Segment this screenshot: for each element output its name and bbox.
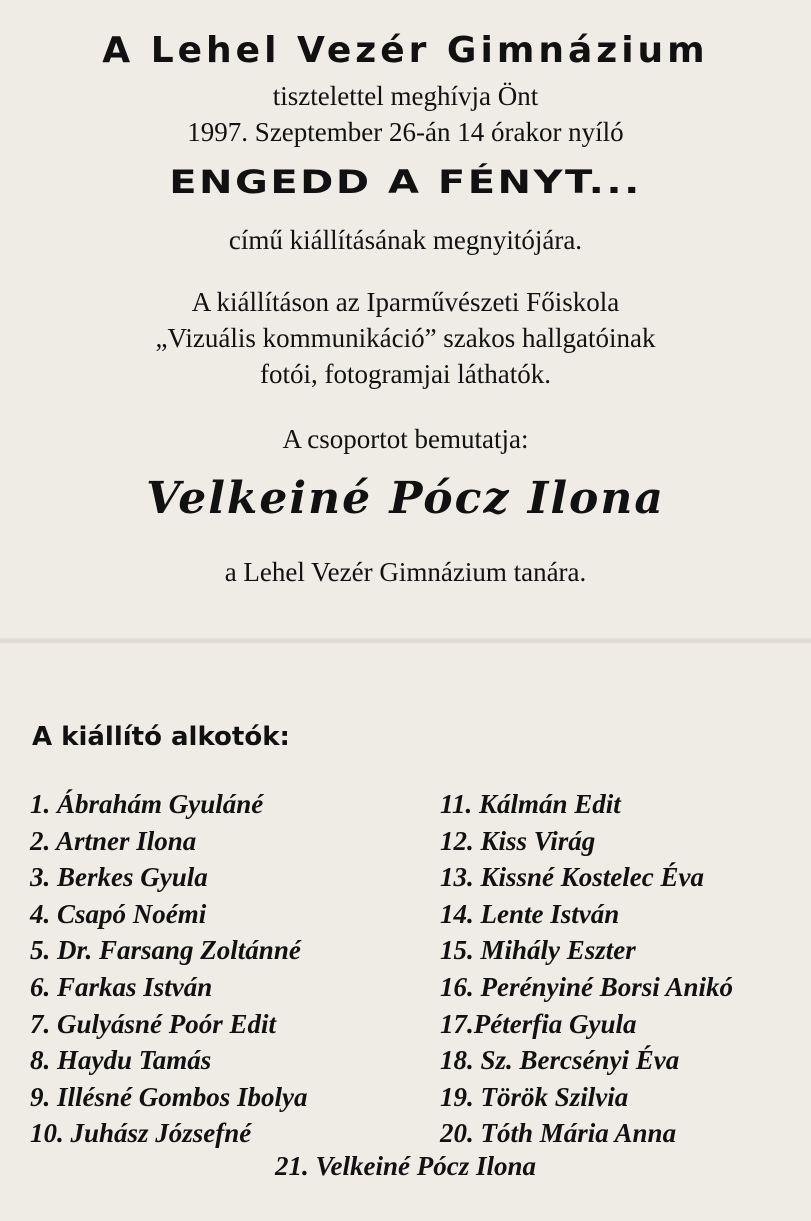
paper-fold-line — [0, 638, 811, 644]
date-line: 1997. Szeptember 26-án 14 órakor nyíló — [187, 117, 624, 147]
presenter-intro: A csoportot bemutatja: — [282, 424, 529, 454]
exhibitors-list-left — [30, 786, 308, 1152]
exhibitors-heading: A kiállító alkotók: — [32, 722, 290, 752]
exhibitor-item: 3. Berkes Gyula — [30, 862, 208, 893]
exhibition-title: ENGEDD A FÉNYT... — [169, 163, 642, 201]
exhibitor-item: 7. Gulyásné Poór Edit — [30, 1008, 277, 1039]
exhibitors-list-right — [440, 786, 733, 1152]
exhibitor-item: 18. Sz. Bercsényi Éva — [440, 1045, 680, 1076]
exhibitor-item: 16. Perényiné Borsi Anikó — [440, 971, 734, 1002]
exhibitor-item: 12. Kiss Virág — [440, 825, 596, 856]
presenter-role: a Lehel Vezér Gimnázium tanára. — [224, 557, 587, 587]
invitation-line: tisztelettel meghívja Önt — [272, 81, 539, 111]
exhibitor-item: 20. Tóth Mária Anna — [440, 1118, 677, 1149]
description-line: fotói, fotogramjai láthatók. — [260, 359, 551, 389]
presenter-name: Velkeiné Pócz Ilona — [146, 473, 665, 524]
exhibitor-item: 8. Haydu Tamás — [30, 1045, 212, 1076]
exhibitor-item-last: 21. Velkeiné Pócz Ilona — [275, 1151, 536, 1181]
exhibitor-item: 15. Mihály Eszter — [440, 935, 636, 966]
exhibitor-item: 13. Kissné Kostelec Éva — [440, 862, 704, 893]
school-title: A Lehel Vezér Gimnázium — [102, 30, 709, 71]
exhibitor-item: 2. Artner Ilona — [30, 825, 197, 856]
description-line: „Vizuális kommunikáció” szakos hallgatóinak — [155, 323, 656, 353]
exhibitor-item: 4. Csapó Noémi — [30, 898, 207, 929]
description-line: A kiállításon az Iparművészeti Főiskola — [191, 287, 620, 317]
exhibitor-item: 14. Lente István — [440, 898, 620, 929]
exhibitor-item: 19. Török Szilvia — [440, 1081, 629, 1112]
exhibitor-item: 1. Ábrahám Gyuláné — [30, 789, 264, 819]
exhibition-subtitle: című kiállításának megnyitójára. — [228, 225, 583, 255]
exhibitor-item: 9. Illésné Gombos Ibolya — [30, 1081, 308, 1112]
exhibitor-item: 6. Farkas István — [30, 971, 213, 1002]
exhibitor-item: 17.Péterfia Gyula — [440, 1008, 637, 1039]
exhibitor-item: 10. Juhász Józsefné — [30, 1118, 252, 1149]
exhibitor-item: 11. Kálmán Edit — [440, 789, 621, 819]
exhibitor-item: 5. Dr. Farsang Zoltánné — [30, 935, 301, 966]
description-paragraph — [0, 284, 811, 392]
